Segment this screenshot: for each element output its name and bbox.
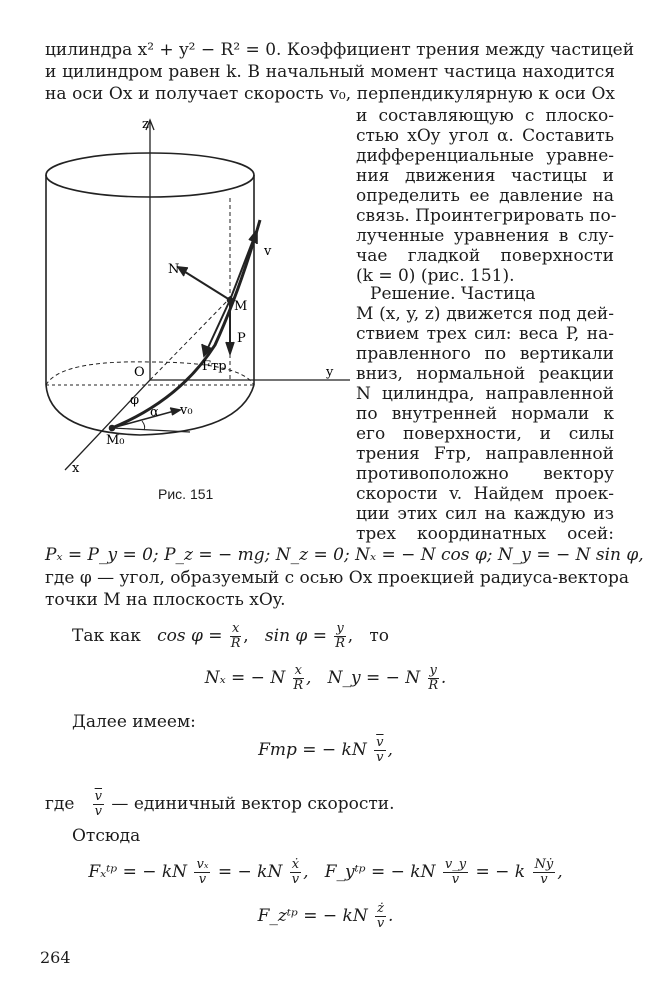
cylinder-figure [30,110,360,490]
label-v: v [264,244,272,259]
fraction-v-v: $\frac{\overline{v}}{v}$ [376,735,384,765]
fraction-xdot-v: $\frac{\text{ẋ}}{v}$ [291,857,300,887]
label-y: y [326,365,334,380]
text-line: скорости v. Найдем проек- [356,484,614,504]
text-line: трения Fтр, направленной [356,444,614,464]
label-phi: φ [130,393,140,408]
text-line: дифференциальные уравне- [356,146,614,166]
n-vector [182,270,230,300]
v-vector [230,235,255,300]
hence-text: Отсюда [72,826,141,846]
text-line: где φ — угол, образуемый с осью Ox проекцией радиуса-вектора [45,568,630,588]
label-m0: M₀ [106,433,125,448]
text-line: цилиндра x² + y² − R² = 0. Коэффициент трения между частицей [45,40,635,60]
text-line: N цилиндра, направленной [356,384,614,404]
fz-eq: F_zᵗᵖ = − kN [257,906,368,926]
fy-eq: F_yᵗᵖ = − kN [324,862,436,882]
label-m: M [234,299,248,314]
unit-vector-line [45,790,615,819]
text-line: по внутренней нормали к [356,404,614,424]
label-x: x [72,461,80,476]
figure-caption: Рис. 151 [158,486,214,502]
point-m0 [110,426,115,431]
text-line: M (x, y, z) движется под дей- [356,304,614,324]
text-line: связь. Проинтегрировать по- [356,206,617,226]
text-line: стью xOy угол α. Составить [356,126,614,146]
label-p: P [237,331,246,346]
fraction-vy-v: $\frac{v\_y}{v}$ [444,857,467,887]
text-line: ции этих сил на каждую из [356,504,614,524]
text-line: правленного по вертикали [356,344,614,364]
text-line: противоположно вектору [356,464,614,484]
fraction-zdot-v: $\frac{ż}{v}$ [376,901,385,931]
since-line: Так как cos φ = $\frac{x}{R}$ , sin φ = $\frac{y}{R}$ , то [72,621,390,651]
text-line: определить ее давление на [356,186,614,206]
text-line: и цилиндром равен k. В начальный момент частица находится [45,62,615,82]
fx-eq: Fₓᵗᵖ = − kN [88,862,188,882]
text-line: чае гладкой поверхности [356,246,614,266]
fraction-vx-v: $\frac{\text{vₓ}}{v}$ [196,857,209,887]
text-line: на оси Ox и получает скорость v₀, перпендикулярную к оси Ox [45,84,615,104]
point-m [228,298,233,303]
ftr-eq: Fтр = − kN [258,740,367,760]
friction-xy-equation: Fₓᵗᵖ = − kN $\frac{\text{vₓ}}{v}$ = − kN $\frac{\text{ẋ}}{v}$ , F_yᵗᵖ = − kN $\frac{v\_y}{v}$ = − k $\frac{\text{Nẏ}}{v}$ , [88,857,563,887]
text-line: его поверхности, и силы [356,424,614,444]
text-line: (k = 0) (рис. 151). [356,266,515,286]
since-word: Так как [72,626,141,646]
label-v0: v₀ [180,403,193,418]
cos-eq: cos φ = [157,626,223,646]
friction-equation: Fтр = − kN $\frac{\overline{v}}{v}$ , [258,735,393,765]
ny-eq: N_y = − N [327,668,421,688]
section-heading: Решение. Частица [370,284,536,304]
text-line: ствием трех сил: веса P, на- [356,324,614,344]
fraction-y-r: $\frac{y}{R}$ [428,663,439,693]
to-word: то [369,626,390,646]
label-alpha: α [150,405,159,420]
n-components-equation: Nₓ = − N $\frac{x}{R}$ , N_y = − N $\frac{y}{R}$ . [204,663,447,693]
fraction-x-r: $\frac{x}{R}$ [293,663,304,693]
text-line: ния движения частицы и [356,166,614,186]
further-text: Далее имеем: [72,712,196,732]
label-ftr: Fтр [202,359,227,374]
text-line: точки M на плоскость xOy. [45,590,286,610]
eq-part: = − kN [217,862,283,882]
text-line: и составляющую с плоско- [356,106,614,126]
label-o: O [134,365,145,380]
projections-equation: Pₓ = P_y = 0; P_z = − mg; N_z = 0; Nₓ = − N cos φ; N_y = − N sin φ, [45,545,644,565]
fraction-nydot-v: $\frac{\text{Nẏ}}{v}$ [534,857,554,887]
friction-z-equation: F_zᵗᵖ = − kN $\frac{ż}{v}$ . [257,901,394,931]
eqk-part: = − k [475,862,526,882]
text-line: вниз, нормальной реакции [356,364,614,384]
text-line: трех координатных осей: [356,524,614,544]
fraction-x-r: $\frac{x}{R}$ [230,621,241,651]
page-number: 264 [40,948,71,967]
fraction-v-v: $\frac{\overline{v}}{v}$ [94,789,103,819]
sin-eq: sin φ = [264,626,327,646]
where-word: где [45,794,75,814]
text-line: лученные уравнения в слу- [356,226,614,246]
label-n: N [168,262,180,277]
fraction-y-r: $\frac{y}{R}$ [335,621,345,651]
nx-eq: Nₓ = − N [204,668,286,688]
unit-vector-text: — единичный вектор скорости. [111,794,395,814]
label-z: z [142,117,149,132]
